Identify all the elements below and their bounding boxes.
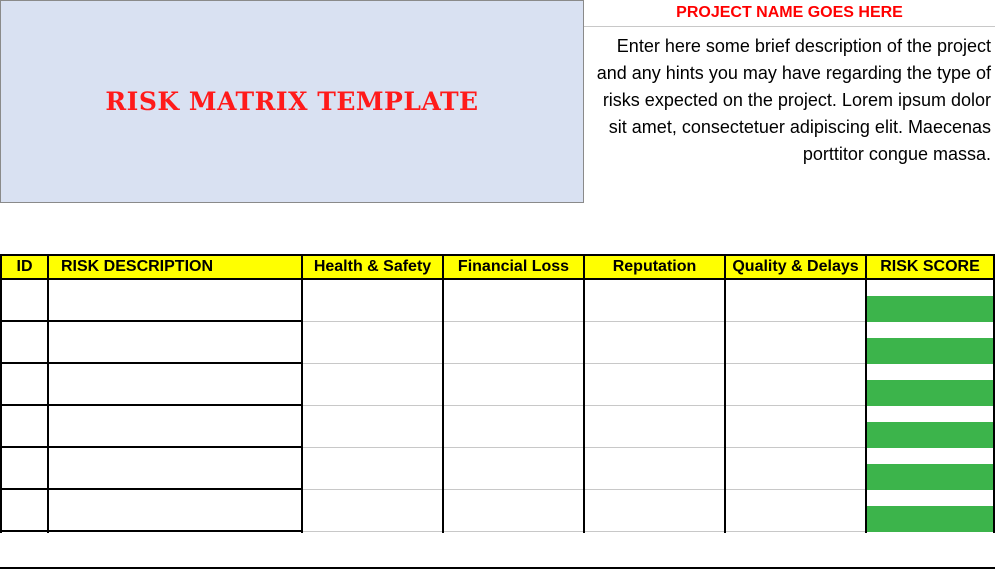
risk-score-fill xyxy=(867,296,993,322)
column-divider xyxy=(724,280,726,533)
cell-financial-loss[interactable] xyxy=(444,406,583,448)
page-title: RISK MATRIX TEMPLATE xyxy=(105,87,479,116)
cell-id[interactable] xyxy=(2,448,47,490)
cell-financial-loss[interactable] xyxy=(444,322,583,364)
risk-score-fill xyxy=(867,506,993,532)
cell-reputation[interactable] xyxy=(585,406,724,448)
title-banner xyxy=(0,0,584,203)
cell-reputation[interactable] xyxy=(585,322,724,364)
cell-quality-delays[interactable] xyxy=(726,448,865,490)
cell-health-safety[interactable] xyxy=(303,364,442,406)
cell-risk-description[interactable] xyxy=(49,406,301,448)
cell-financial-loss[interactable] xyxy=(444,280,583,322)
header-id: ID xyxy=(0,254,47,280)
cell-id[interactable] xyxy=(2,280,47,322)
cell-risk-score[interactable] xyxy=(867,448,993,490)
cell-id[interactable] xyxy=(2,364,47,406)
risk-score-fill xyxy=(867,464,993,490)
risk-score-fill xyxy=(867,380,993,406)
cell-risk-score[interactable] xyxy=(867,322,993,364)
cell-risk-score[interactable] xyxy=(867,406,993,448)
header-risk-description: RISK DESCRIPTION xyxy=(47,254,301,280)
cell-health-safety[interactable] xyxy=(303,280,442,322)
header-risk-score: RISK SCORE xyxy=(865,254,995,280)
header-financial-loss: Financial Loss xyxy=(442,254,583,280)
cell-health-safety[interactable] xyxy=(303,448,442,490)
cell-reputation[interactable] xyxy=(585,490,724,532)
cell-risk-score[interactable] xyxy=(867,490,993,532)
cell-health-safety[interactable] xyxy=(303,490,442,532)
cell-quality-delays[interactable] xyxy=(726,322,865,364)
cell-health-safety[interactable] xyxy=(303,322,442,364)
cell-health-safety[interactable] xyxy=(303,406,442,448)
cell-quality-delays[interactable] xyxy=(726,490,865,532)
risk-score-fill xyxy=(867,422,993,448)
column-divider xyxy=(0,280,2,533)
cell-financial-loss[interactable] xyxy=(444,448,583,490)
cell-risk-score[interactable] xyxy=(867,364,993,406)
cell-id[interactable] xyxy=(2,322,47,364)
cell-reputation[interactable] xyxy=(585,280,724,322)
cell-quality-delays[interactable] xyxy=(726,280,865,322)
cell-risk-score[interactable] xyxy=(867,280,993,322)
cell-id[interactable] xyxy=(2,490,47,532)
cell-risk-description[interactable] xyxy=(49,448,301,490)
cell-risk-description[interactable] xyxy=(49,490,301,532)
header-reputation: Reputation xyxy=(583,254,724,280)
cell-risk-description[interactable] xyxy=(49,364,301,406)
cell-reputation[interactable] xyxy=(585,448,724,490)
column-divider xyxy=(865,280,867,533)
header-health-safety: Health & Safety xyxy=(301,254,442,280)
cell-risk-description[interactable] xyxy=(49,280,301,322)
cell-risk-description[interactable] xyxy=(49,322,301,364)
cell-financial-loss[interactable] xyxy=(444,490,583,532)
column-divider xyxy=(583,280,585,533)
column-divider xyxy=(47,280,49,533)
cell-reputation[interactable] xyxy=(585,364,724,406)
column-divider xyxy=(442,280,444,533)
cell-financial-loss[interactable] xyxy=(444,364,583,406)
risk-score-fill xyxy=(867,338,993,364)
cell-quality-delays[interactable] xyxy=(726,364,865,406)
cell-quality-delays[interactable] xyxy=(726,406,865,448)
project-name[interactable]: PROJECT NAME GOES HERE xyxy=(584,0,995,27)
column-divider xyxy=(301,280,303,533)
project-description[interactable]: Enter here some brief description of the project and any hints you may have regarding the type of risks expected on the project. Lorem ipsum dolor sit amet, consectetuer adipiscing elit. Maecenas porttitor congue massa. xyxy=(596,36,991,164)
header-quality-delays: Quality & Delays xyxy=(724,254,865,280)
cell-id[interactable] xyxy=(2,406,47,448)
